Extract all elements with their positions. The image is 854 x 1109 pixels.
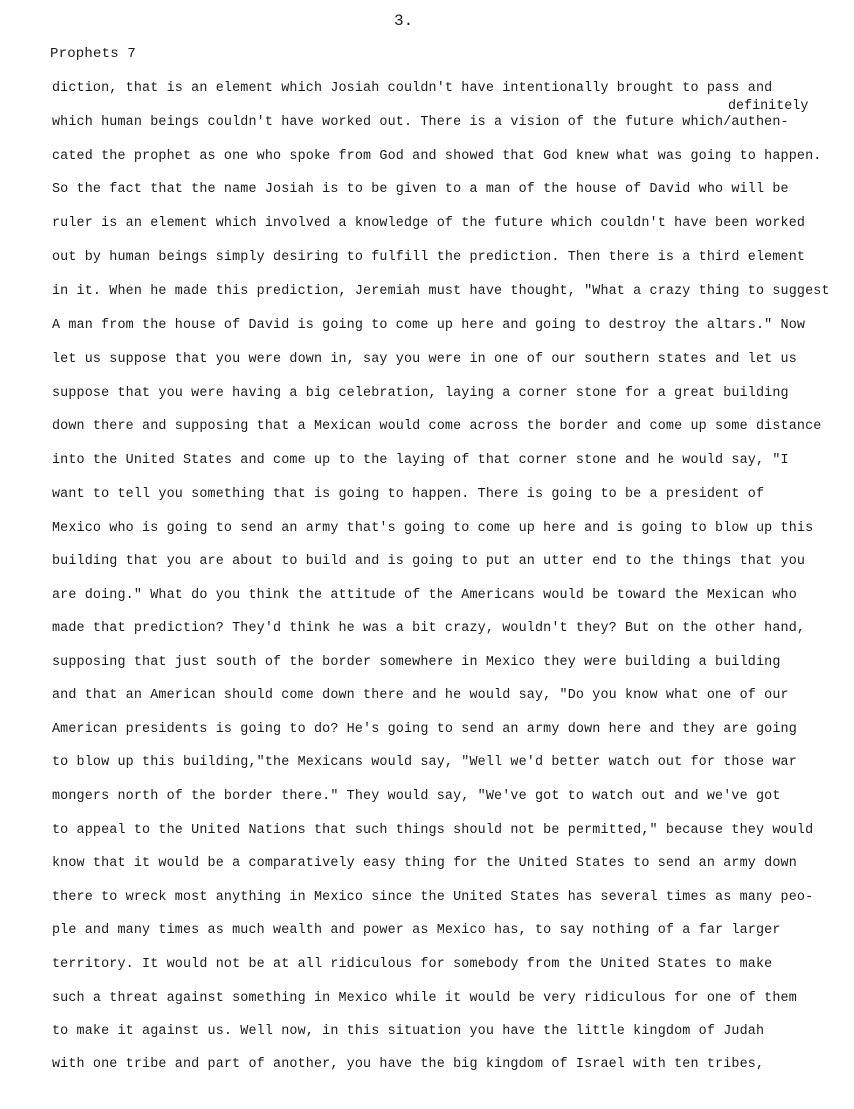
text-line: are doing." What do you think the attitude of the Americans would be toward the Mexican who: [52, 588, 797, 603]
text-line: want to tell you something that is going to happen. There is going to be a president of: [52, 487, 765, 502]
text-line: in it. When he made this prediction, Jeremiah must have thought, "What a crazy thing to suggest: [52, 284, 830, 299]
text-line: such a threat against something in Mexico while it would be very ridiculous for one of them: [52, 991, 797, 1006]
text-line: let us suppose that you were down in, say you were in one of our southern states and let us: [52, 352, 797, 367]
text-line: there to wreck most anything in Mexico since the United States has several times as many peo-: [52, 890, 814, 905]
text-line: American presidents is going to do? He's going to send an army down here and they are going: [52, 722, 797, 737]
text-line: into the United States and come up to the laying of that corner stone and he would say, "I: [52, 453, 789, 468]
text-line: Mexico who is going to send an army that's going to come up here and is going to blow up this: [52, 521, 814, 536]
section-header: Prophets 7: [50, 46, 137, 62]
text-line: mongers north of the border there." They would say, "We've got to watch out and we've got: [52, 789, 781, 804]
text-line: supposing that just south of the border somewhere in Mexico they were building a building: [52, 655, 781, 670]
text-line: and that an American should come down there and he would say, "Do you know what one of our: [52, 688, 789, 703]
text-line: made that prediction? They'd think he was a bit crazy, wouldn't they? But on the other hand,: [52, 621, 806, 636]
text-line: to make it against us. Well now, in this situation you have the little kingdom of Judah: [52, 1024, 765, 1039]
text-line: cated the prophet as one who spoke from God and showed that God knew what was going to happen.: [52, 149, 822, 164]
page-number: 3.: [394, 12, 414, 30]
text-line: to blow up this building,"the Mexicans would say, "Well we'd better watch out for those war: [52, 755, 797, 770]
text-line: So the fact that the name Josiah is to be given to a man of the house of David who will be: [52, 182, 789, 197]
text-line: diction, that is an element which Josiah couldn't have intentionally brought to pass and: [52, 81, 773, 96]
text-line: with one tribe and part of another, you have the big kingdom of Israel with ten tribes,: [52, 1057, 765, 1072]
text-line: ple and many times as much wealth and power as Mexico has, to say nothing of a far larger: [52, 923, 781, 938]
interlinear-insert: definitely: [728, 99, 809, 114]
text-line: down there and supposing that a Mexican would come across the border and come up some distance: [52, 419, 822, 434]
text-line: ruler is an element which involved a knowledge of the future which couldn't have been worked: [52, 216, 806, 231]
text-line: out by human beings simply desiring to fulfill the prediction. Then there is a third element: [52, 250, 806, 265]
text-line: to appeal to the United Nations that such things should not be permitted," because they would: [52, 823, 814, 838]
text-line: know that it would be a comparatively easy thing for the United States to send an army down: [52, 856, 797, 871]
text-line: territory. It would not be at all ridiculous for somebody from the United States to make: [52, 957, 773, 972]
text-line: A man from the house of David is going to come up here and going to destroy the altars." Now: [52, 318, 806, 333]
text-line: which human beings couldn't have worked out. There is a vision of the future which/authen-: [52, 115, 789, 130]
text-line: building that you are about to build and is going to put an utter end to the things that you: [52, 554, 806, 569]
text-line: suppose that you were having a big celebration, laying a corner stone for a great building: [52, 386, 789, 401]
